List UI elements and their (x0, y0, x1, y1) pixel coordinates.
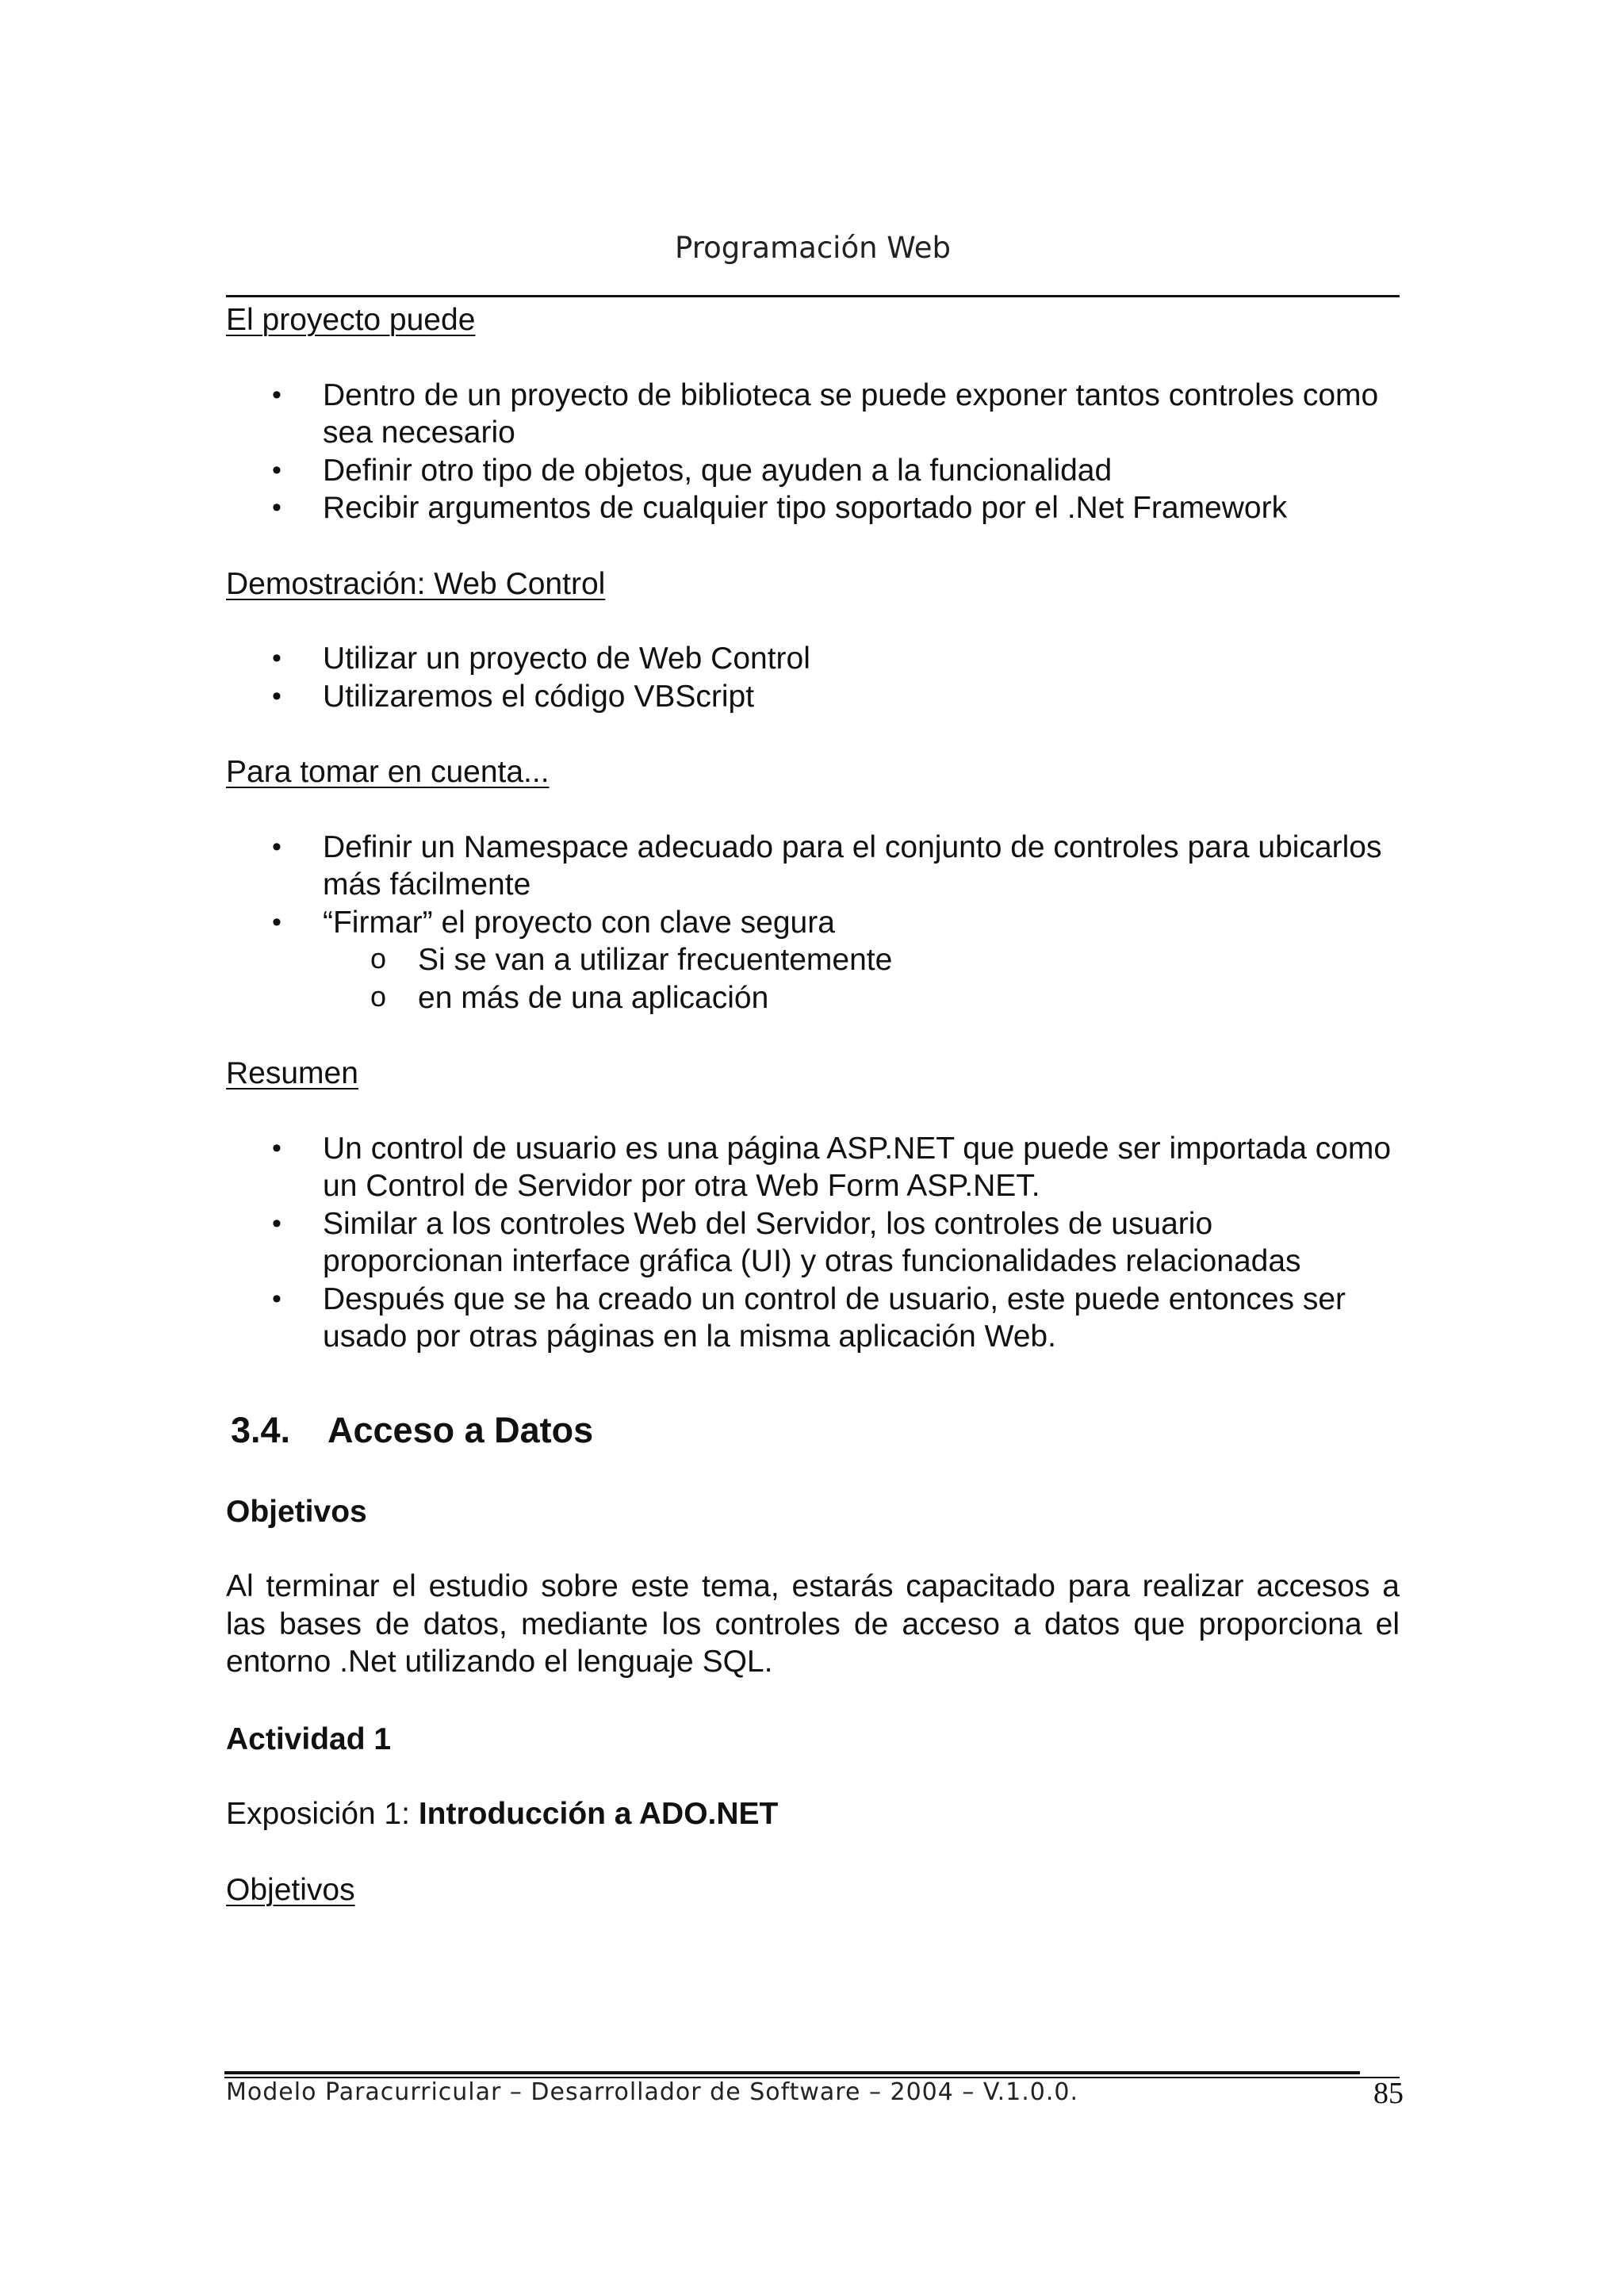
footer-rule (224, 2071, 1360, 2074)
list-item (226, 1130, 1400, 1205)
page-content (226, 301, 1400, 1909)
bullet-icon: • (272, 454, 282, 485)
bullet-icon: • (272, 643, 282, 673)
page-number: 85 (1373, 2077, 1404, 2110)
list-item (226, 1281, 1400, 1356)
bullet-icon: • (272, 1208, 282, 1239)
list-item-text: Un control de usuario es una página ASP.NET que puede ser importada como un Control de Servidor por otra Web Form ASP.NET. (323, 1131, 1392, 1203)
list-item (226, 452, 1400, 490)
exposicion-line (226, 1795, 1400, 1833)
bullet-icon: • (272, 680, 282, 711)
objetivos-paragraph: Al terminar el estudio sobre este tema, estarás capacitado para realizar accesos a las bases de datos, mediante los controles de acceso a datos que proporciona el entorno .Net utilizando el lenguaje SQL. (226, 1569, 1400, 1679)
chapter-number: 3.4. (231, 1409, 291, 1450)
bullet-icon: • (272, 379, 282, 410)
chapter-heading (231, 1409, 1400, 1452)
bullet-list-proyecto (226, 377, 1400, 527)
bullet-list-demostracion (226, 640, 1400, 715)
hollow-bullet-icon: o (370, 979, 387, 1013)
section-heading-para-tomar-en-cuenta: Para tomar en cuenta... (226, 755, 550, 789)
exposicion-prefix: Exposición 1: (226, 1797, 419, 1831)
list-item-text: Similar a los controles Web del Servidor, los controles de usuario proporcionan interface gráfica (UI) y otras funcionalidades relacionadas (323, 1206, 1301, 1278)
list-item-text: Recibir argumentos de cualquier tipo soportado por el .Net Framework (323, 491, 1288, 525)
sub-bullet-list (323, 941, 1400, 1017)
list-item (226, 678, 1400, 716)
exposicion-title: Introducción a ADO.NET (418, 1797, 779, 1831)
list-item-text: “Firmar” el proyecto con clave segura (323, 905, 835, 940)
bullet-list-resumen (226, 1130, 1400, 1356)
sub-list-item (323, 941, 1400, 979)
list-item (226, 1205, 1400, 1281)
objetivos-heading: Objetivos (226, 1494, 367, 1529)
list-item (226, 904, 1400, 1017)
header-rule (226, 295, 1400, 297)
bullet-icon: • (272, 1132, 282, 1163)
list-item-text: Después que se ha creado un control de usuario, este puede entonces ser usado por otras páginas en la misma aplicación Web. (323, 1281, 1346, 1354)
section-heading-resumen: Resumen (226, 1056, 358, 1090)
chapter-title: Acceso a Datos (327, 1409, 594, 1450)
bullet-list-para-tomar-en-cuenta (226, 829, 1400, 1017)
list-item-text: Utilizar un proyecto de Web Control (323, 641, 810, 676)
sub-list-item-text: Si se van a utilizar frecuentemente (418, 943, 893, 977)
list-item-text: Utilizaremos el código VBScript (323, 679, 755, 714)
running-header: Programación Web (675, 231, 951, 265)
list-item (226, 829, 1400, 904)
actividad-heading: Actividad 1 (226, 1721, 392, 1756)
footer-text: Modelo Paracurricular – Desarrollador de Software – 2004 – V.1.0.0. (226, 2078, 1078, 2106)
objetivos-sub-heading: Objetivos (226, 1872, 355, 1907)
list-item (226, 640, 1400, 678)
sub-list-item-text: en más de una aplicación (418, 980, 769, 1015)
section-heading-proyecto: El proyecto puede (226, 303, 476, 337)
list-item-text: Dentro de un proyecto de biblioteca se puede exponer tantos controles como sea necesario (323, 377, 1379, 450)
sub-list-item (323, 979, 1400, 1017)
list-item-text: Definir otro tipo de objetos, que ayuden a la funcionalidad (323, 453, 1113, 488)
list-item-text: Definir un Namespace adecuado para el conjunto de controles para ubicarlos más fácilmente (323, 829, 1382, 902)
list-item (226, 377, 1400, 452)
list-item (226, 489, 1400, 527)
bullet-icon: • (272, 1283, 282, 1314)
hollow-bullet-icon: o (370, 942, 387, 975)
bullet-icon: • (272, 831, 282, 862)
bullet-icon: • (272, 906, 282, 937)
section-heading-demostracion: Demostración: Web Control (226, 566, 606, 601)
bullet-icon: • (272, 492, 282, 523)
